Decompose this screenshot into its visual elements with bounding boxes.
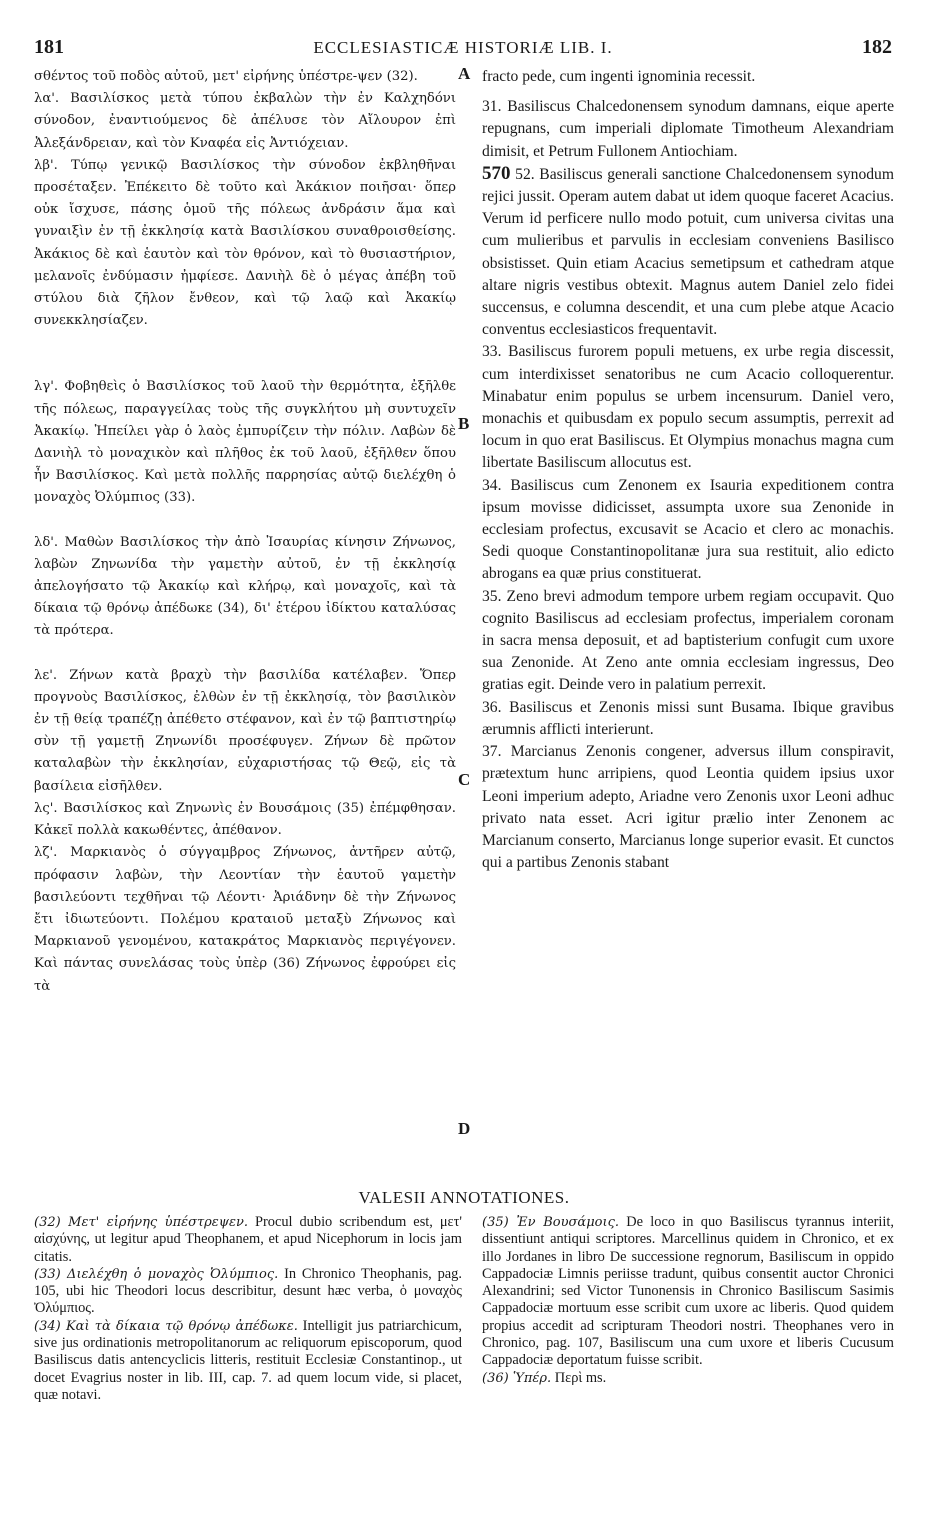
latin-paragraph: 31. Basiliscus Chalcedonensem synodum damnans, eique aperte repugnans, cum imperiali diplomate Timotheum Alexandriam dimisit, et Petrum Fullonem Antiochiam. <box>482 98 894 160</box>
annotation-note: (33) Διελέχθη ὁ μοναχὸς Ὀλύμπιος. In Chronico Theophanis, pag. 105, ubi hic Theodori locus describitur, desunt hæc verba, ὁ μοναχὸς Ὀλύμπιος. <box>34 1265 462 1317</box>
margin-number: 570 <box>482 162 511 184</box>
right-page-number: 182 <box>862 36 892 58</box>
greek-paragraph: λα'. Βασιλίσκος μετὰ τύπου ἐκβαλὼν τὴν ἐν Καλχηδόνι σύνοδον, ἐναντιούμενος δὲ ἀπέλυσε τὸν Αἴλουρον ἐπὶ Ἀλεξάνδρειαν, καὶ τὸν Κναφέα εἰς Ἀντιόχειαν. <box>34 91 456 151</box>
annotation-note: (34) Καὶ τὰ δίκαια τῷ θρόνῳ ἀπέδωκε. Intelligit jus patriarchicum, sive jus ordinationis metropolitanorum ac reliquorum episcoporum, quod Basiliscus datis antencyclicis litteris, restituit Ecclesiæ Constantinop., ut docet Evagrius noster in lib. III, cap. 7. ad quem locum vide, si placet, quæ notavi. <box>34 1317 462 1403</box>
greek-paragraph: λε'. Ζήνων κατὰ βραχὺ τὴν βασιλίδα κατέλαβεν. Ὅπερ προγνοὺς Βασιλίσκος, ἐλθὼν ἐν τῇ ἐκκλησίᾳ, τὸν βασιλικὸν ἐν τῇ θείᾳ τραπέζῃ ἀπέθετο στέφανον, καὶ ἐν τῷ βαπτιστηρίῳ σὺν τῇ γαμετῇ Ζηνωνίδι προσέφυγεν. Ζήνων δὲ πρῶτον καταλαβὼν τὴν ἐκκλησίαν, εὐχαριστήσας τῷ Θεῷ, εἰς τὰ βασίλεια εἰσῆλθεν. <box>34 667 456 794</box>
latin-paragraph: 36. Basiliscus et Zenonis missi sunt Busama. Ibique gravibus ærumnis afflicti interierunt. <box>482 698 894 738</box>
column-marker-b: B <box>458 414 470 433</box>
column-marker-c: C <box>458 770 471 789</box>
annotations-right-column <box>482 1214 894 1387</box>
latin-paragraph: 34. Basiliscus cum Zenonem ex Isauria expeditionem contra ipsum movisse didicisset, assumpta uxore sua Zenonide in ecclesiam profectus, excusavit se Acacio et clero ac monachis. Sedi quoque Constantinopolitanæ jura sua restituit, alio edicto abrogans ea quæ prius constituerat. <box>482 476 894 583</box>
greek-paragraph: λγ'. Φοβηθεὶς ὁ Βασιλίσκος τοῦ λαοῦ τὴν θερμότητα, ἐξῆλθε τῆς πόλεως, παραγγείλας τοὺς τῆς συγκλήτου μὴ συντυχεῖν Ἀκακίῳ. Ἠπείλει γὰρ ὁ λαὸς ἐμπυρίζειν τὴν πόλιν. Λαβὼν δὲ Δανιὴλ τὸ μοναχικὸν καὶ πλῆθος ἐκ τοῦ λαοῦ, ἐξῆλθεν ὅπου ἦν Βασιλίσκος. Καὶ μετὰ πολλῆς παρρησίας αὐτῷ διελέχθη ὁ μοναχὸς Ὀλύμπιος (33). <box>34 379 456 506</box>
latin-paragraph: 33. Basiliscus furorem populi metuens, ex urbe regia discessit, cum interdixisset senatoribus ne cum Acacio colloquerentur. Minabatur enim populus se urbem incensurum. Daniel vero, monachis et quibusdam ex populo secum assumptis, perrexit ad locum in quo erat Basiliscus. Et Olympius monachus magna cum libertate Basiliscum allocutus est. <box>482 343 894 472</box>
latin-paragraph: 35. Zeno brevi admodum tempore urbem regiam occupavit. Quo cognito Basiliscus ad ecclesiam profectus, imperialem coronam in sacra mensa deposuit, et ad baptisterium confugit cum uxore sua Zenonide. At Zeno ante omnia ecclesiam ingressus, Deo gratias egit. Deinde vero in palatium perrexit. <box>482 587 894 694</box>
annotations-left-column <box>34 1214 462 1404</box>
running-title: ECCLESIASTICÆ HISTORIÆ LIB. I. <box>313 38 613 57</box>
greek-paragraph: σθέντος τοῦ ποδὸς αὐτοῦ, μετ' εἰρήνης ὑπέστρε-ψεν (32). <box>34 69 418 84</box>
annotation-note: (36) Ὑπέρ. Περὶ ms. <box>482 1369 607 1386</box>
greek-text-column <box>34 66 456 998</box>
annotations-title: VALESII ANNOTATIONES. <box>358 1188 570 1207</box>
annotation-note: (32) Μετ' εἰρήνης ὑπέστρεψεν. Procul dubio scribendum est, μετ' αἰσχύνης, ut legitur apud Theophanem, et apud Nicephorum in locis jam citatis. <box>34 1214 462 1265</box>
page-header <box>34 36 892 60</box>
latin-text-column <box>482 66 894 874</box>
column-marker-a: A <box>458 64 471 83</box>
latin-paragraph-52: 570 52. Basiliscus generali sanctione Chalcedonensem synodum rejici jussit. Operam autem dabat ut idem quoque faceret Acacius. Verum id perficere nullo modo potuit, cum universa civitas una cum mulieribus et parvulis in ecclesiam conveniens Basilisco obsistisset. Quin etiam Acacius semetipsum et cathedram atque altare nigris vestibus obtexit. Magnus autem Daniel zelo fidei succensus, e columna descendit, et una cum plebe atque Acacio conventus ecclesiasticos frequentavit. <box>482 162 894 339</box>
greek-paragraph: λδ'. Μαθὼν Βασιλίσκος τὴν ἀπὸ Ἰσαυρίας κίνησιν Ζήνωνος, λαβὼν Ζηνωνίδα τὴν γαμετὴν αὐτοῦ, ἐν τῇ ἐκκλησίᾳ ἀπελογήσατο τῷ Ἀκακίῳ καὶ κλήρῳ, καὶ μοναχοῖς, καὶ τὰ δίκαια τῷ θρόνῳ ἀπέδωκε (34), δι' ἑτέρου ἰδίκτου καταλύσας τὰ πρότερα. <box>34 534 456 639</box>
latin-paragraph: 37. Marcianus Zenonis congener, adversus illum conspiravit, prætextum hunc arripiens, quod Leontia quidem ipsius uxor Leoni imperium adepto, Ariadne vero Zenonis uxor Leoni adhuc privato nata esset. Acri igitur prælio inter Zenonem ac Marcianum conserto, Marcianus longe superior evasit. Et cunctos qui a partibus Zenonis stabant <box>482 743 894 872</box>
greek-paragraph: λβ'. Τύπῳ γενικῷ Βασιλίσκος τὴν σύνοδον ἐκβληθῆναι προσέταξεν. Ἐπέκειτο δὲ τοῦτο καὶ Ἀκάκιον ποιῆσαι· ὅπερ οὐκ ἴσχυσε, πάσης ὁμοῦ τῆς πόλεως ἀνδράσιν ἅμα καὶ γυναιξὶν ἐν τῇ ἐκκλησίᾳ κατὰ Βασιλίσκου συναθροισθείσης. Ἀκάκιος δὲ καὶ ἑαυτὸν καὶ τὸν θρόνον, καὶ τὸ θυσιαστήριον, μελανοῖς ἐνδύμασιν ἠμφίεσε. Δανιὴλ δὲ ὁ μέγας ἀπέβη τοῦ στύλου διὰ ζῆλον ἔνθεον, καὶ τῷ λαῷ καὶ Ἀκακίῳ συνεκκλησίαζεν. <box>34 157 456 329</box>
left-page-number: 181 <box>34 36 64 58</box>
annotation-note: (35) Ἐν Βουσάμοις. De loco in quo Basiliscus tyrannus interiit, dissentiunt antiqui scriptores. Marcellinus quidem in Chronico, et ex illo Jordanes in libro De successione regnorum, Basiliscum in oppido Cappadociæ Limnis periisse tradunt, quibus consentit auctor Chronici Alexandrini; sed Victor Tunonensis in Chronico Basiliscum Sasimis Cappadociæ mortuum esse scribit cum uxore ac liberis. Quod quidem propius accedit ad scripturam Theodori nostri. Theophanes vero in Chronico, pag. 107, Basiliscum una cum uxore et liberis Cucusum Cappadociæ deportatum fuisse scribit. <box>482 1214 894 1369</box>
greek-paragraph: λζ'. Μαρκιανὸς ὁ σύγγαμβρος Ζήνωνος, ἀντῆρεν αὐτῷ, πρόφασιν λαβὼν, τὴν Λεοντίαν τὴν ἑαυτοῦ γαμετὴν βασιλεύοντι τεχθῆναι τῷ Λέοντι· Ἀριάδνην δὲ τὴν Ζήνωνος ἔτι ἰδιωτεύοντι. Πολέμου κραταιοῦ μεταξὺ Ζήνωνος καὶ Μαρκιανοῦ γενομένου, κατακράτος Μαρκιανὸς περιγέγονεν. Καὶ πάντας συνελάσας τοὺς ὑπὲρ (36) Ζήνωνος ἐφρούρει εἰς τὰ <box>34 845 456 994</box>
latin-paragraph: fracto pede, cum ingenti ignominia recessit. <box>482 68 756 85</box>
column-marker-d: D <box>458 1119 471 1138</box>
greek-paragraph: λς'. Βασιλίσκος καὶ Ζηνωνὶς ἐν Βουσάμοις (35) ἐπέμφθησαν. Κἀκεῖ πολλὰ κακωθέντες, ἀπέθανον. <box>34 800 456 839</box>
